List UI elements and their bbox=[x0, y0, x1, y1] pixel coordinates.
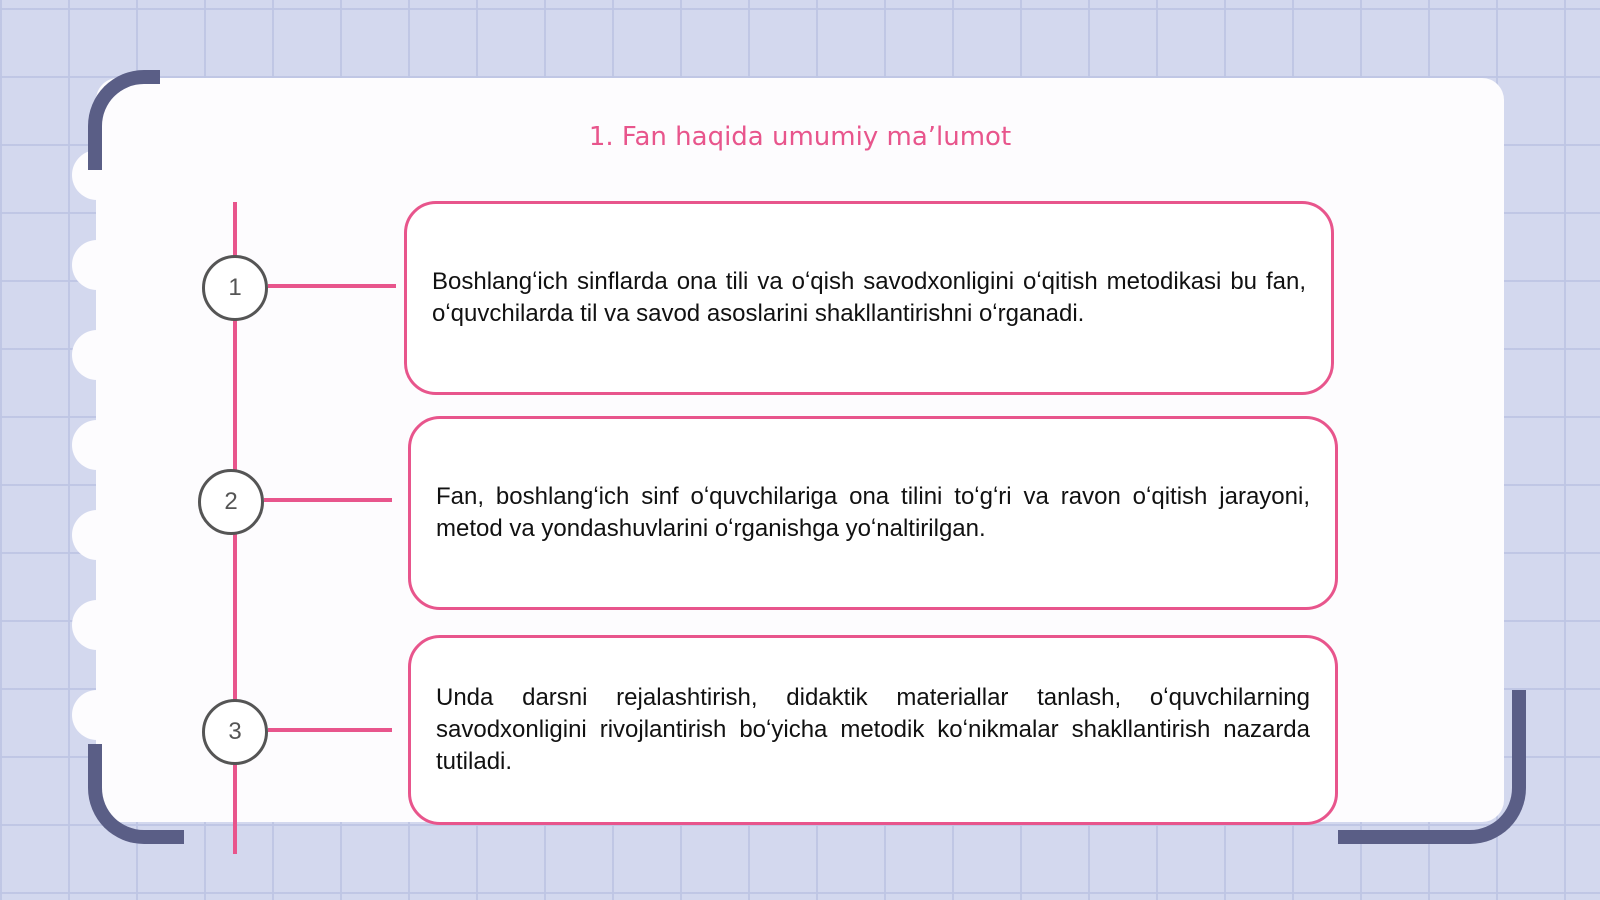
step-box-3 bbox=[408, 635, 1338, 825]
step-box-2 bbox=[408, 416, 1338, 610]
step-text-3: Unda darsni rejalashtirish, didaktik materiallar tanlash, oʻquvchilarning savodxonligini rivojlantirish boʻyicha metodik koʻnikmalar shakllantirish nazarda tutiladi. bbox=[436, 684, 1310, 775]
connector-line-1 bbox=[268, 284, 396, 288]
card-tab bbox=[72, 420, 126, 470]
step-box-1 bbox=[404, 201, 1334, 395]
connector-line-2 bbox=[264, 498, 392, 502]
step-number-2: 2 bbox=[198, 469, 264, 535]
slide-title: 1. Fan haqida umumiy maʼlumot bbox=[588, 122, 1012, 152]
corner-bracket-bottom-right bbox=[1338, 690, 1526, 844]
card-tab bbox=[72, 600, 126, 650]
card-tab bbox=[72, 690, 126, 740]
connector-line-3 bbox=[268, 728, 392, 732]
step-number-1: 1 bbox=[202, 255, 268, 321]
step-text-2: Fan, boshlangʻich sinf oʻquvchilariga ona tilini toʻgʻri va ravon oʻqitish jarayoni, metod va yondashuvlarini oʻrganishga yoʻnaltirilgan. bbox=[436, 483, 1310, 542]
corner-bracket-bottom-left bbox=[88, 744, 184, 844]
step-text-1: Boshlangʻich sinflarda ona tili va oʻqish savodxonligini oʻqitish metodikasi bu fan, oʻquvchilarda til va savod asoslarini shakllantirishni oʻrganadi. bbox=[432, 268, 1306, 327]
card-tab bbox=[72, 330, 126, 380]
corner-bracket-top-left bbox=[88, 70, 160, 170]
card-tab bbox=[72, 240, 126, 290]
step-number-3: 3 bbox=[202, 699, 268, 765]
card-tab bbox=[72, 510, 126, 560]
